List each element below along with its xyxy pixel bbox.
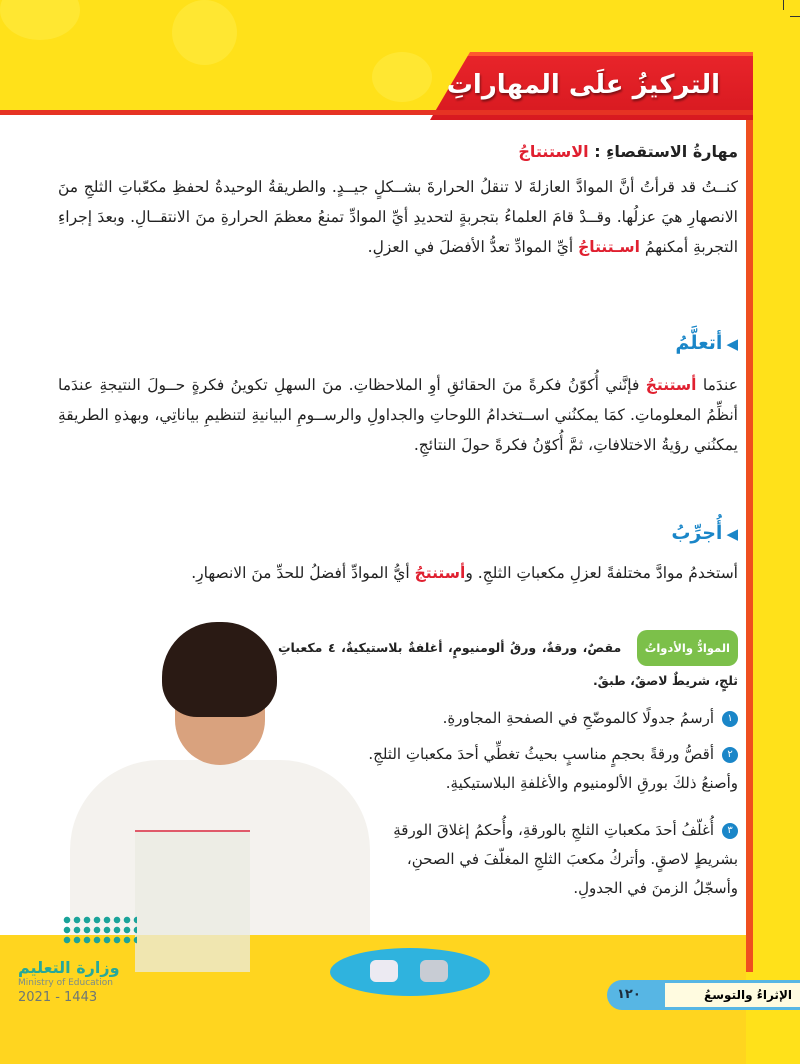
triangle-pointer-icon: ◀ — [726, 525, 738, 543]
page-border-right — [746, 52, 753, 972]
step-text: أرسمُ جدولًا كالموضّحِ في الصفحةِ المجاورةِ. — [442, 709, 714, 727]
learn-keyword: أستنتجُ — [645, 376, 697, 394]
try-text-part2: أيُّ الموادِّ أفضلُ للحدِّ منَ الانصهارِ. — [191, 564, 410, 582]
photo-blue-plate — [330, 948, 490, 996]
crop-mark — [783, 0, 784, 10]
step-text: أقصُّ ورقةً بحجمٍ مناسبٍ بحيثُ تغطِّي أحدَ مكعباتِ الثلجِ. وأصنعُ ذلكَ بورقِ الألومنيوم والأغلفةِ البلاستيكيةِ. — [368, 745, 738, 792]
skill-name: الاستنتاجُ — [518, 142, 589, 161]
footer-tab — [607, 980, 800, 1010]
footer-section-label: الإثراءُ والتوسعُ — [665, 983, 800, 1007]
photo-boy-hair — [162, 622, 277, 717]
learn-title: أتعلَّمُ — [675, 332, 723, 354]
photo-plastic-bag — [135, 830, 250, 972]
step-item — [358, 740, 738, 798]
learn-text-part2: فإنَّني أُكوّنُ فكرةً منَ الحقائقِ أوِ الملاحظاتِ. منَ السهلِ تكوينُ فكرةٍ حــولَ النتيجةِ عندَما أنظِّمُ المعلوماتِ. كمَا يمكنُني اســتخدامُ اللوحاتِ والجداولِ والرســومِ البيانيةِ لتنظيمِ بياناتِي، وبهذهِ الطريقةِ يمكنُني رؤيةُ الاختلافاتِ، ثمَّ أُكوّنُ فكرةً حولَ النتائجِ. — [58, 376, 738, 454]
step-item — [358, 816, 738, 903]
step-number: ١ — [722, 711, 738, 727]
materials-badge: الموادُّ والأدواتُ — [637, 630, 738, 666]
skill-paragraph — [58, 172, 738, 262]
background-decoration — [172, 0, 237, 65]
ministry-logo-year: 2021 - 1443 — [18, 990, 98, 1005]
learn-text-part1: عندَما — [702, 376, 738, 394]
triangle-pointer-icon: ◀ — [726, 335, 738, 353]
photo-foil-ice-cube — [420, 960, 448, 982]
materials-list: مقصٌ، ورقةٌ، ورقُ ألومنيومٍ، أغلفةٌ بلاستيكيةٌ، ٤ مكعباتِ ثلجٍ، شريطٌ لاصقٌ، طبقٌ. — [278, 640, 738, 688]
ministry-logo-mark — [62, 915, 137, 945]
learn-paragraph — [58, 370, 738, 460]
skill-text-part1: كنــتُ قد قرأتُ أنَّ الموادَّ العازلةَ لا تنقلُ الحرارةَ بشــكلٍ جيــدٍ. والطريقةُ الوحيدةُ لحفظِ مكعّباتِ الثلجِ منَ الانصهارِ هيَ عزلُها. وقــدْ قامَ العلماءُ بتجربةٍ لتحديدِ أيِّ الموادِّ تمنعُ معظمَ الحرارةِ منَ الانتقــالِ. وبعدَ إجراءِ التجربةِ أمكنهمُ — [58, 178, 738, 256]
try-text-part1: أستخدمُ موادَّ مختلفةً لعزلِ مكعباتِ الثلجِ. و — [465, 564, 738, 582]
materials-block — [278, 630, 738, 696]
try-title: أُجرِّبُ — [671, 522, 723, 544]
skill-heading — [58, 142, 738, 161]
crop-mark — [790, 16, 800, 17]
photo-wrapped-ice-cube — [370, 960, 398, 982]
try-heading — [58, 522, 738, 544]
step-number: ٣ — [722, 823, 738, 839]
step-number: ٢ — [722, 747, 738, 763]
try-paragraph — [98, 558, 738, 588]
step-item — [358, 704, 738, 733]
learn-heading — [58, 332, 738, 354]
page-number: ١٢٠ — [617, 987, 641, 1002]
background-decoration — [372, 52, 432, 102]
skill-keyword: اسـتنتاجُ — [578, 238, 640, 256]
page-title: التركيزُ علَى المهاراتِ — [446, 70, 720, 100]
skill-label: مهارةُ الاستقصاءِ : — [594, 142, 738, 161]
ministry-logo-english: Ministry of Education — [18, 978, 113, 988]
try-keyword: أستنتجُ — [414, 564, 466, 582]
ministry-logo-arabic: وزارة التعليم — [18, 958, 120, 977]
background-decoration — [0, 0, 80, 40]
skill-text-part2: أيِّ الموادِّ تعدُّ الأفضلَ في العزلِ. — [367, 238, 574, 256]
step-text: أُغلّفُ أحدَ مكعباتِ الثلجِ بالورقةِ، وأُحكمُ إغلاقَ الورقةِ بشريطٍ لاصقٍ. وأتركُ مكعبَ الثلجِ المغلّفَ في الصحنِ، وأسجّلُ الزمنَ في الجدولِ. — [393, 821, 738, 897]
header-underline — [0, 110, 753, 115]
